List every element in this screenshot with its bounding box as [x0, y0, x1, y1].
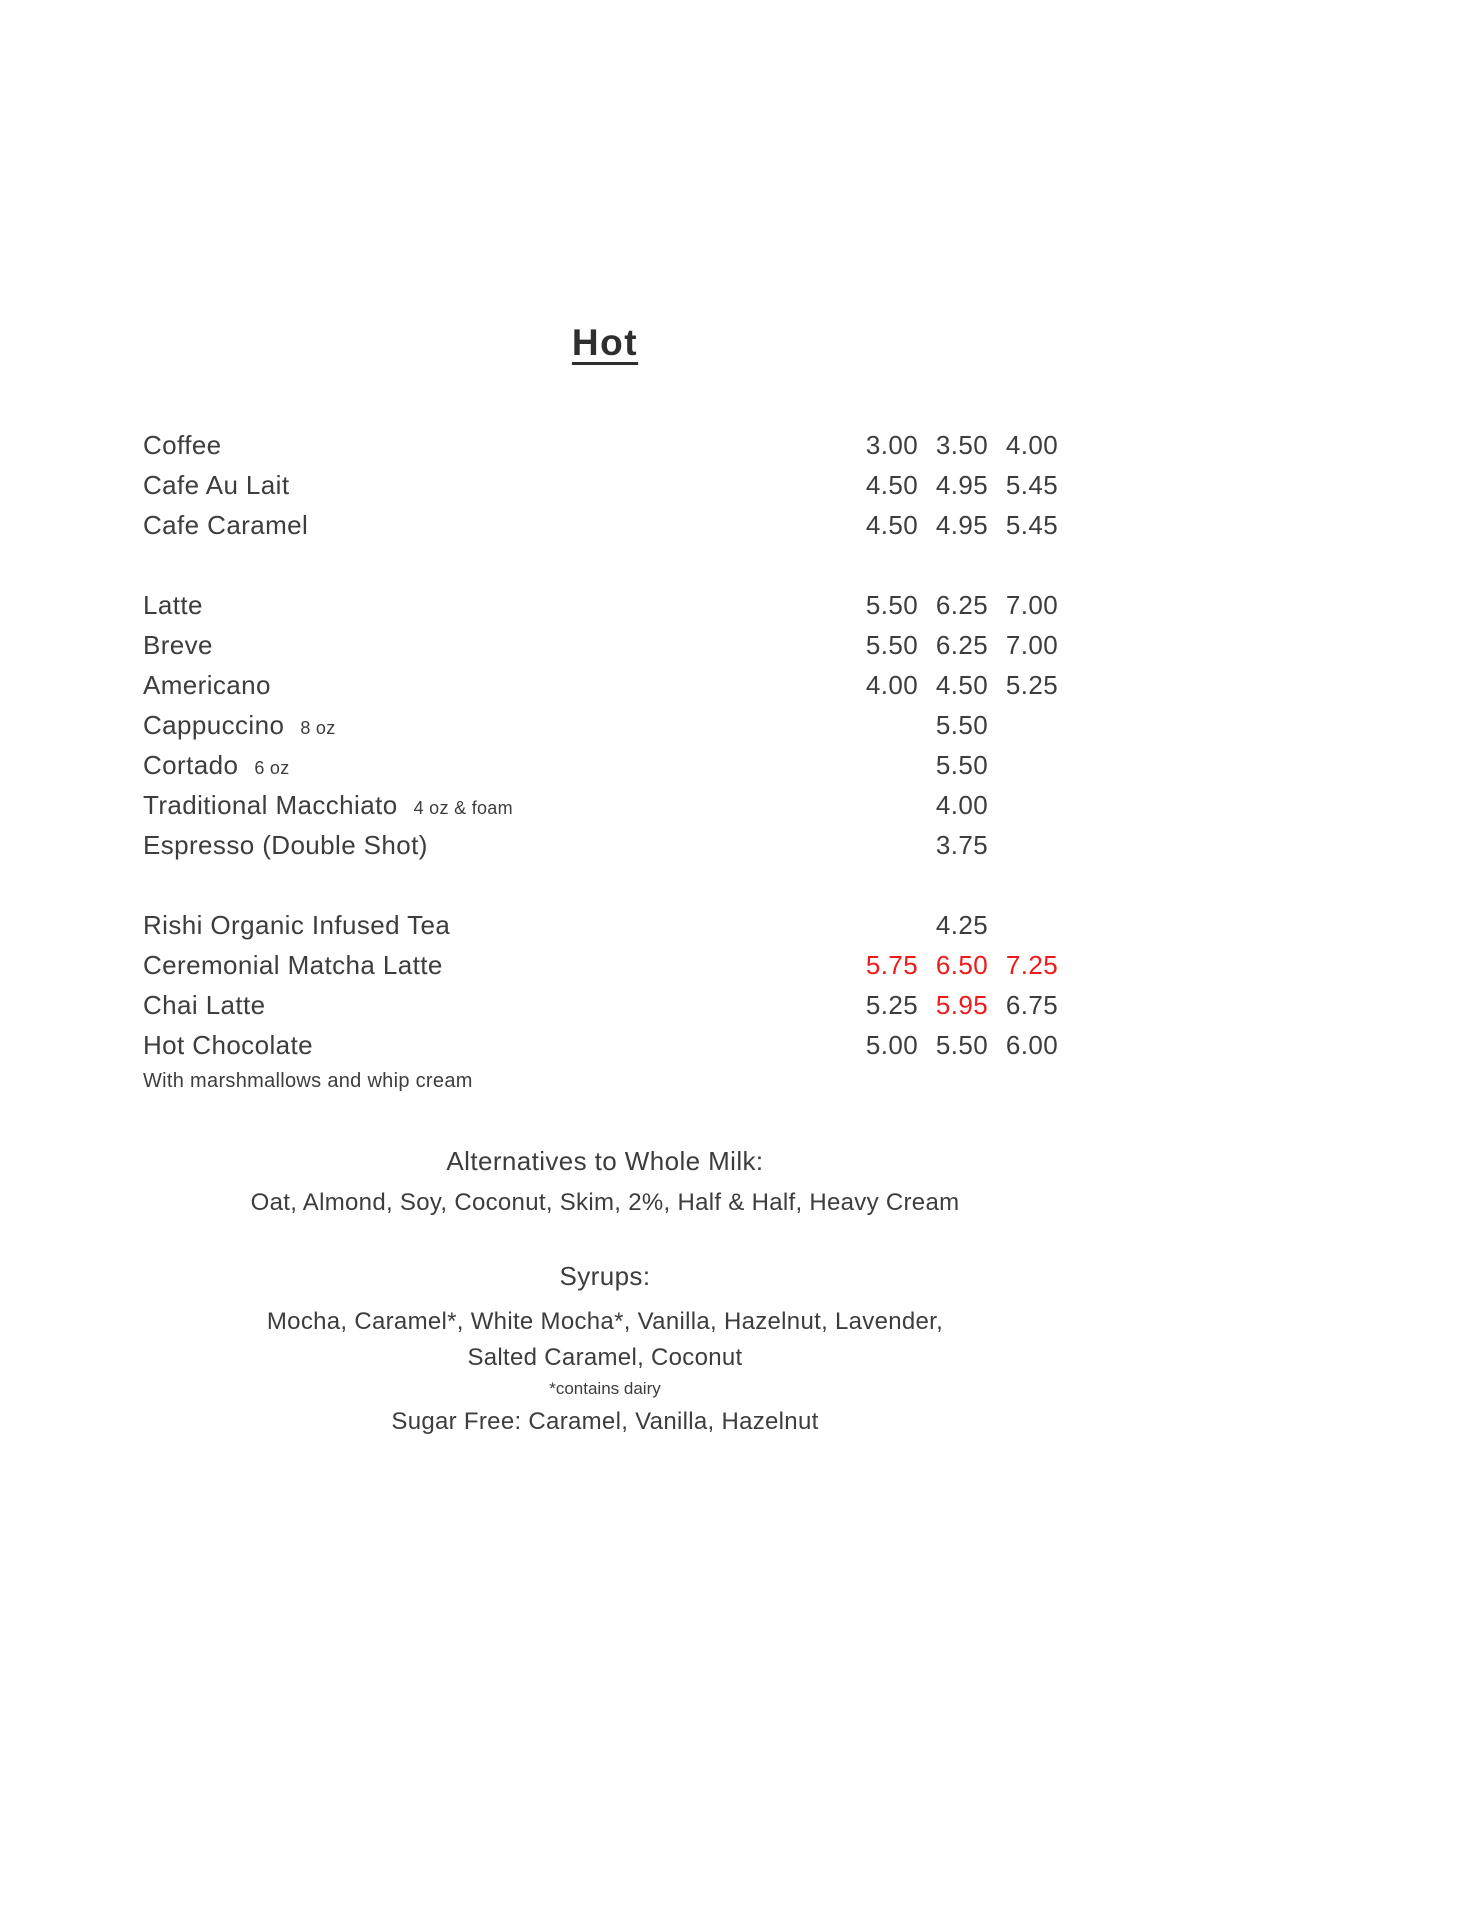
- item-price: 4.00: [865, 670, 919, 700]
- page-title: Hot: [571, 322, 639, 363]
- menu-item-row: [143, 710, 1067, 750]
- menu-group-1: [143, 430, 1067, 550]
- milk-alternatives-title: Alternatives to Whole Milk:: [446, 1146, 764, 1176]
- menu-list: [143, 430, 1067, 1104]
- item-size-note: 6 oz: [254, 758, 290, 778]
- item-price: 4.00: [935, 790, 989, 820]
- item-name-wrap: [143, 1030, 857, 1061]
- item-name-wrap: [143, 630, 857, 661]
- item-name: Cappuccino: [143, 710, 285, 740]
- item-price: 5.45: [1005, 470, 1059, 500]
- item-price: 5.50: [865, 630, 919, 660]
- menu-item-row: [143, 1030, 1067, 1070]
- menu-item-row: [143, 990, 1067, 1030]
- item-name-wrap: [143, 990, 857, 1021]
- menu-item-row: [143, 670, 1067, 710]
- item-price: 6.25: [935, 630, 989, 660]
- item-name-wrap: [143, 790, 857, 821]
- menu-item-row: [143, 750, 1067, 790]
- item-name: Traditional Macchiato: [143, 790, 398, 820]
- item-name: Ceremonial Matcha Latte: [143, 950, 443, 980]
- item-name-wrap: [143, 510, 857, 541]
- item-name-wrap: [143, 470, 857, 501]
- menu-item-row: [143, 950, 1067, 990]
- item-price: 5.95: [935, 990, 989, 1020]
- menu-group-2: [143, 590, 1067, 870]
- item-price: 4.95: [935, 470, 989, 500]
- menu-item-row: [143, 790, 1067, 830]
- item-name: Cafe Caramel: [143, 510, 309, 540]
- item-price: 5.75: [865, 950, 919, 980]
- item-price: 5.50: [865, 590, 919, 620]
- syrups-list-line1: Mocha, Caramel*, White Mocha*, Vanilla, Hazelnut, Lavender,: [266, 1308, 944, 1335]
- item-name: Hot Chocolate: [143, 1030, 313, 1060]
- item-size-note: 4 oz & foam: [413, 798, 513, 818]
- item-name-wrap: [143, 830, 857, 861]
- item-price: 4.50: [865, 470, 919, 500]
- item-price: 7.00: [1005, 590, 1059, 620]
- syrups-title: Syrups:: [559, 1261, 651, 1291]
- menu-content: [143, 0, 1067, 1436]
- item-name: Latte: [143, 590, 203, 620]
- syrups-list-line2: Salted Caramel, Coconut: [467, 1344, 743, 1371]
- item-price: 5.50: [935, 710, 989, 740]
- item-name-wrap: [143, 590, 857, 621]
- item-name-wrap: [143, 950, 857, 981]
- menu-item-row: [143, 910, 1067, 950]
- menu-group-3: [143, 910, 1067, 1104]
- item-name: Cortado: [143, 750, 239, 780]
- item-price: 7.25: [1005, 950, 1059, 980]
- item-price: 5.25: [1005, 670, 1059, 700]
- item-price: 4.25: [935, 910, 989, 940]
- menu-item-row: [143, 510, 1067, 550]
- menu-item-row: [143, 470, 1067, 510]
- item-price: 7.00: [1005, 630, 1059, 660]
- item-price: 3.50: [935, 430, 989, 460]
- item-name: Americano: [143, 670, 271, 700]
- item-subnote: With marshmallows and whip cream: [143, 1070, 473, 1092]
- menu-item-row: [143, 630, 1067, 670]
- item-price: 6.00: [1005, 1030, 1059, 1060]
- item-price: 3.75: [935, 830, 989, 860]
- item-price: 4.50: [935, 670, 989, 700]
- menu-item-row: [143, 590, 1067, 630]
- item-name-wrap: [143, 710, 857, 741]
- item-name: Coffee: [143, 430, 222, 460]
- item-price: 5.00: [865, 1030, 919, 1060]
- item-name-wrap: [143, 910, 857, 941]
- menu-item-row: [143, 430, 1067, 470]
- item-name: Breve: [143, 630, 213, 660]
- item-name: Chai Latte: [143, 990, 266, 1020]
- item-name-wrap: [143, 750, 857, 781]
- item-price: 4.00: [1005, 430, 1059, 460]
- item-price: 5.25: [865, 990, 919, 1020]
- item-price: 6.75: [1005, 990, 1059, 1020]
- item-price: 6.25: [935, 590, 989, 620]
- item-price: 4.50: [865, 510, 919, 540]
- item-price: 5.45: [1005, 510, 1059, 540]
- contains-dairy-note: *contains dairy: [549, 1379, 661, 1398]
- sugar-free-list: Sugar Free: Caramel, Vanilla, Hazelnut: [391, 1408, 819, 1435]
- milk-alternatives-list: Oat, Almond, Soy, Coconut, Skim, 2%, Half & Half, Heavy Cream: [250, 1189, 960, 1216]
- item-price: 5.50: [935, 1030, 989, 1060]
- item-price: 3.00: [865, 430, 919, 460]
- item-name-wrap: [143, 430, 857, 461]
- footer-notes: [143, 1146, 1067, 1436]
- item-name: Espresso (Double Shot): [143, 830, 428, 860]
- item-size-note: 8 oz: [300, 718, 336, 738]
- item-price: 4.95: [935, 510, 989, 540]
- item-name-wrap: [143, 670, 857, 701]
- item-name: Cafe Au Lait: [143, 470, 290, 500]
- menu-item-row: [143, 830, 1067, 870]
- item-price: 6.50: [935, 950, 989, 980]
- item-price: 5.50: [935, 750, 989, 780]
- item-name: Rishi Organic Infused Tea: [143, 910, 451, 940]
